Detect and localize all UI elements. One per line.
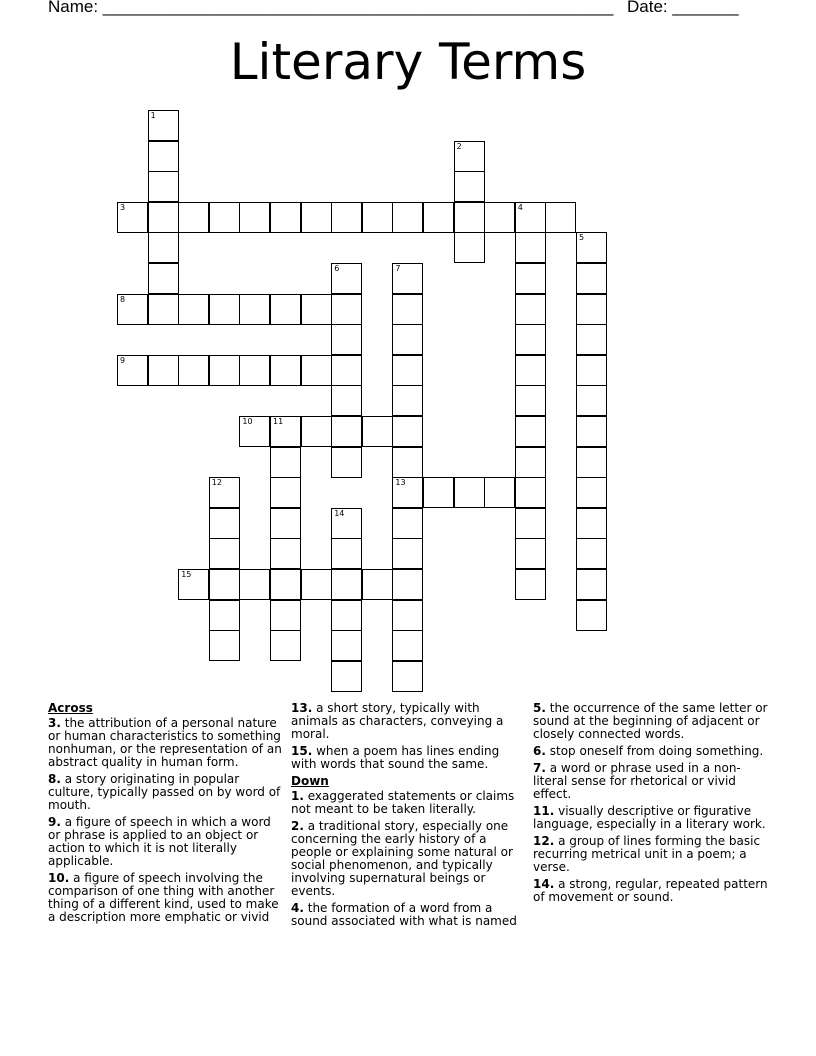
clue-down-1 bbox=[291, 790, 527, 816]
grid-cell[interactable] bbox=[209, 630, 240, 661]
cell-number: 4 bbox=[517, 202, 523, 212]
grid-cell[interactable] bbox=[239, 569, 270, 600]
grid-cell[interactable] bbox=[392, 202, 423, 233]
grid-cell[interactable] bbox=[515, 232, 546, 263]
cell-number: 12 bbox=[211, 478, 222, 488]
grid-cell[interactable] bbox=[331, 263, 362, 294]
grid-cell[interactable] bbox=[209, 202, 240, 233]
clue-text: exaggerated statements or claims not meant to be taken literally. bbox=[291, 789, 515, 816]
grid-cell[interactable] bbox=[331, 600, 362, 631]
grid-cell[interactable] bbox=[576, 416, 607, 447]
clue-number: 15. bbox=[291, 744, 313, 758]
grid-cell[interactable] bbox=[301, 202, 332, 233]
grid-cell[interactable] bbox=[484, 477, 515, 508]
grid-cell[interactable] bbox=[331, 294, 362, 325]
clue-number: 12. bbox=[533, 834, 555, 848]
cell-number: 13 bbox=[395, 478, 406, 488]
clue-text: visually descriptive or figurative language, especially in a literary work. bbox=[533, 804, 766, 831]
clue-down-14 bbox=[533, 878, 769, 904]
grid-cell[interactable] bbox=[270, 538, 301, 569]
grid-cell[interactable] bbox=[331, 508, 362, 539]
grid-cell[interactable] bbox=[392, 569, 423, 600]
grid-cell[interactable] bbox=[576, 508, 607, 539]
clue-text: the formation of a word from a sound associated with what is named bbox=[291, 901, 517, 928]
cell-number: 6 bbox=[334, 264, 340, 273]
grid-cell[interactable] bbox=[392, 661, 423, 692]
grid-cell[interactable] bbox=[392, 355, 423, 386]
cell-number: 1 bbox=[150, 111, 156, 120]
clue-text: a group of lines forming the basic recurring metrical unit in a poem; a verse. bbox=[533, 834, 761, 874]
grid-cell[interactable] bbox=[362, 202, 393, 233]
grid-cell[interactable] bbox=[576, 569, 607, 600]
clue-number: 6. bbox=[533, 744, 546, 758]
grid-cell[interactable] bbox=[331, 385, 362, 416]
cell-number: 2 bbox=[456, 141, 462, 151]
clue-number: 7. bbox=[533, 761, 546, 775]
grid-cell[interactable] bbox=[392, 294, 423, 325]
cell-number: 14 bbox=[334, 508, 345, 518]
grid-cell[interactable] bbox=[515, 508, 546, 539]
clue-across-3 bbox=[48, 717, 284, 769]
grid-cell[interactable] bbox=[423, 477, 454, 508]
grid-cell[interactable] bbox=[576, 538, 607, 569]
grid-cell[interactable] bbox=[576, 477, 607, 508]
clue-number: 3. bbox=[48, 716, 61, 730]
grid-cell[interactable] bbox=[148, 355, 179, 386]
grid-cell[interactable] bbox=[576, 263, 607, 294]
grid-cell[interactable] bbox=[331, 538, 362, 569]
grid-cell[interactable] bbox=[515, 263, 546, 294]
grid-cell[interactable] bbox=[515, 477, 546, 508]
grid-cell[interactable] bbox=[576, 232, 607, 263]
grid-cell[interactable] bbox=[209, 508, 240, 539]
grid-cell[interactable] bbox=[515, 538, 546, 569]
grid-cell[interactable] bbox=[576, 600, 607, 631]
grid-cell[interactable] bbox=[178, 294, 209, 325]
grid-cell[interactable] bbox=[576, 294, 607, 325]
grid-cell[interactable] bbox=[484, 202, 515, 233]
grid-cell[interactable] bbox=[178, 202, 209, 233]
grid-cell[interactable] bbox=[148, 141, 179, 172]
clue-text: stop oneself from doing something. bbox=[549, 744, 764, 758]
grid-cell[interactable] bbox=[392, 385, 423, 416]
grid-cell[interactable] bbox=[117, 355, 148, 386]
grid-cell[interactable] bbox=[454, 477, 485, 508]
clue-down-6 bbox=[533, 745, 769, 758]
clue-number: 14. bbox=[533, 877, 555, 891]
across-heading: Across bbox=[48, 701, 93, 715]
grid-cell[interactable] bbox=[117, 202, 148, 233]
grid-cell[interactable] bbox=[454, 171, 485, 202]
grid-cell[interactable] bbox=[576, 385, 607, 416]
clue-down-12 bbox=[533, 835, 769, 874]
clue-text: the occurrence of the same letter or sound at the beginning of adjacent or closely connected words. bbox=[533, 701, 768, 741]
grid-cell[interactable] bbox=[270, 600, 301, 631]
grid-cell[interactable] bbox=[209, 477, 240, 508]
clue-number: 9. bbox=[48, 815, 61, 829]
clue-number: 2. bbox=[291, 819, 304, 833]
grid-cell[interactable] bbox=[392, 477, 423, 508]
name-field-label: Name: ______________________________________________________ bbox=[48, 0, 614, 16]
clue-number: 10. bbox=[48, 871, 70, 885]
grid-cell[interactable] bbox=[209, 600, 240, 631]
grid-cell[interactable] bbox=[454, 141, 485, 172]
clue-text: the attribution of a personal nature or human characteristics to something nonhuman, or the representation of an abstract quality in human form. bbox=[48, 716, 282, 769]
grid-cell[interactable] bbox=[331, 202, 362, 233]
grid-cell[interactable] bbox=[545, 202, 576, 233]
cell-number: 11 bbox=[273, 417, 284, 426]
grid-cell[interactable] bbox=[178, 569, 209, 600]
grid-cell[interactable] bbox=[239, 416, 270, 447]
cell-number: 3 bbox=[120, 202, 126, 212]
grid-cell[interactable] bbox=[331, 447, 362, 478]
clue-down-4 bbox=[291, 902, 527, 928]
clue-across-10 bbox=[48, 872, 284, 924]
grid-cell[interactable] bbox=[148, 232, 179, 263]
grid-cell[interactable] bbox=[515, 324, 546, 355]
cell-number: 8 bbox=[120, 294, 126, 304]
grid-cell[interactable] bbox=[392, 600, 423, 631]
grid-cell[interactable] bbox=[148, 110, 179, 141]
grid-cell[interactable] bbox=[392, 447, 423, 478]
cell-number: 5 bbox=[579, 233, 585, 243]
clue-text: a figure of speech involving the comparison of one thing with another thing of a different kind, used to make a description more emphatic or vivid bbox=[48, 871, 279, 924]
grid-cell[interactable] bbox=[209, 294, 240, 325]
grid-cell[interactable] bbox=[301, 294, 332, 325]
grid-cell[interactable] bbox=[270, 447, 301, 478]
clue-text: a word or phrase used in a non-literal sense for rhetorical or vivid effect. bbox=[533, 761, 741, 801]
grid-cell[interactable] bbox=[270, 477, 301, 508]
clue-number: 5. bbox=[533, 701, 546, 715]
date-field-label: Date: _______ bbox=[627, 0, 739, 16]
clue-down-7 bbox=[533, 762, 769, 801]
clue-text: a strong, regular, repeated pattern of movement or sound. bbox=[533, 877, 768, 904]
clue-down-11 bbox=[533, 805, 769, 831]
grid-cell[interactable] bbox=[239, 294, 270, 325]
grid-cell[interactable] bbox=[301, 569, 332, 600]
grid-cell[interactable] bbox=[239, 202, 270, 233]
clues-column-2 bbox=[291, 702, 527, 932]
grid-cell[interactable] bbox=[301, 416, 332, 447]
grid-cell[interactable] bbox=[576, 324, 607, 355]
cell-number: 10 bbox=[242, 417, 253, 426]
clue-text: a figure of speech in which a word or phrase is applied to an object or action to which it is not literally applicable. bbox=[48, 815, 271, 868]
grid-cell[interactable] bbox=[392, 538, 423, 569]
cell-number: 9 bbox=[120, 355, 126, 365]
grid-cell[interactable] bbox=[148, 171, 179, 202]
down-heading: Down bbox=[291, 774, 329, 788]
grid-cell[interactable] bbox=[423, 202, 454, 233]
grid-cell[interactable] bbox=[270, 508, 301, 539]
grid-cell[interactable] bbox=[515, 202, 546, 233]
page-title: Literary Terms bbox=[229, 33, 587, 91]
cell-number: 15 bbox=[181, 570, 192, 579]
grid-cell[interactable] bbox=[209, 355, 240, 386]
grid-cell[interactable] bbox=[331, 416, 362, 447]
clue-text: a traditional story, especially one concerning the early history of a people or explaining some natural or social phenomenon, and typically involving supernatural beings or events. bbox=[291, 819, 513, 898]
grid-cell[interactable] bbox=[362, 569, 393, 600]
cell-number: 7 bbox=[395, 264, 401, 273]
grid-cell[interactable] bbox=[515, 569, 546, 600]
grid-cell[interactable] bbox=[362, 416, 393, 447]
clues-column-3 bbox=[533, 702, 769, 908]
grid-cell[interactable] bbox=[515, 294, 546, 325]
clue-text: a short story, typically with animals as characters, conveying a moral. bbox=[291, 701, 504, 741]
clue-down-5 bbox=[533, 702, 769, 741]
grid-cell[interactable] bbox=[515, 447, 546, 478]
clue-number: 13. bbox=[291, 701, 313, 715]
grid-cell[interactable] bbox=[148, 263, 179, 294]
clue-number: 1. bbox=[291, 789, 304, 803]
grid-cell[interactable] bbox=[148, 202, 179, 233]
grid-cell[interactable] bbox=[270, 294, 301, 325]
grid-cell[interactable] bbox=[454, 202, 485, 233]
grid-cell[interactable] bbox=[515, 385, 546, 416]
clues-column-1 bbox=[48, 702, 284, 928]
grid-cell[interactable] bbox=[239, 355, 270, 386]
grid-cell[interactable] bbox=[209, 538, 240, 569]
grid-cell[interactable] bbox=[392, 416, 423, 447]
grid-cell[interactable] bbox=[331, 569, 362, 600]
clue-text: when a poem has lines ending with words that sound the same. bbox=[291, 744, 500, 771]
grid-cell[interactable] bbox=[301, 355, 332, 386]
grid-cell[interactable] bbox=[392, 630, 423, 661]
grid-cell[interactable] bbox=[331, 661, 362, 692]
clue-number: 8. bbox=[48, 772, 61, 786]
grid-cell[interactable] bbox=[270, 355, 301, 386]
clue-text: a story originating in popular culture, typically passed on by word of mouth. bbox=[48, 772, 281, 812]
grid-cell[interactable] bbox=[576, 447, 607, 478]
grid-cell[interactable] bbox=[454, 232, 485, 263]
grid-cell[interactable] bbox=[392, 508, 423, 539]
grid-cell[interactable] bbox=[331, 355, 362, 386]
grid-cell[interactable] bbox=[270, 202, 301, 233]
grid-cell[interactable] bbox=[392, 324, 423, 355]
grid-cell[interactable] bbox=[576, 355, 607, 386]
grid-cell[interactable] bbox=[331, 630, 362, 661]
clue-across-9 bbox=[48, 816, 284, 868]
clue-number: 4. bbox=[291, 901, 304, 915]
grid-cell[interactable] bbox=[270, 569, 301, 600]
grid-cell[interactable] bbox=[148, 294, 179, 325]
grid-cell[interactable] bbox=[331, 324, 362, 355]
clue-across-13 bbox=[291, 702, 527, 741]
grid-cell[interactable] bbox=[392, 263, 423, 294]
grid-cell[interactable] bbox=[515, 355, 546, 386]
clue-across-8 bbox=[48, 773, 284, 812]
clue-down-2 bbox=[291, 820, 527, 898]
grid-cell[interactable] bbox=[178, 355, 209, 386]
grid-cell[interactable] bbox=[515, 416, 546, 447]
grid-cell[interactable] bbox=[209, 569, 240, 600]
clue-number: 11. bbox=[533, 804, 555, 818]
grid-cell[interactable] bbox=[270, 416, 301, 447]
grid-cell[interactable] bbox=[117, 294, 148, 325]
grid-cell[interactable] bbox=[270, 630, 301, 661]
clue-across-15 bbox=[291, 745, 527, 771]
